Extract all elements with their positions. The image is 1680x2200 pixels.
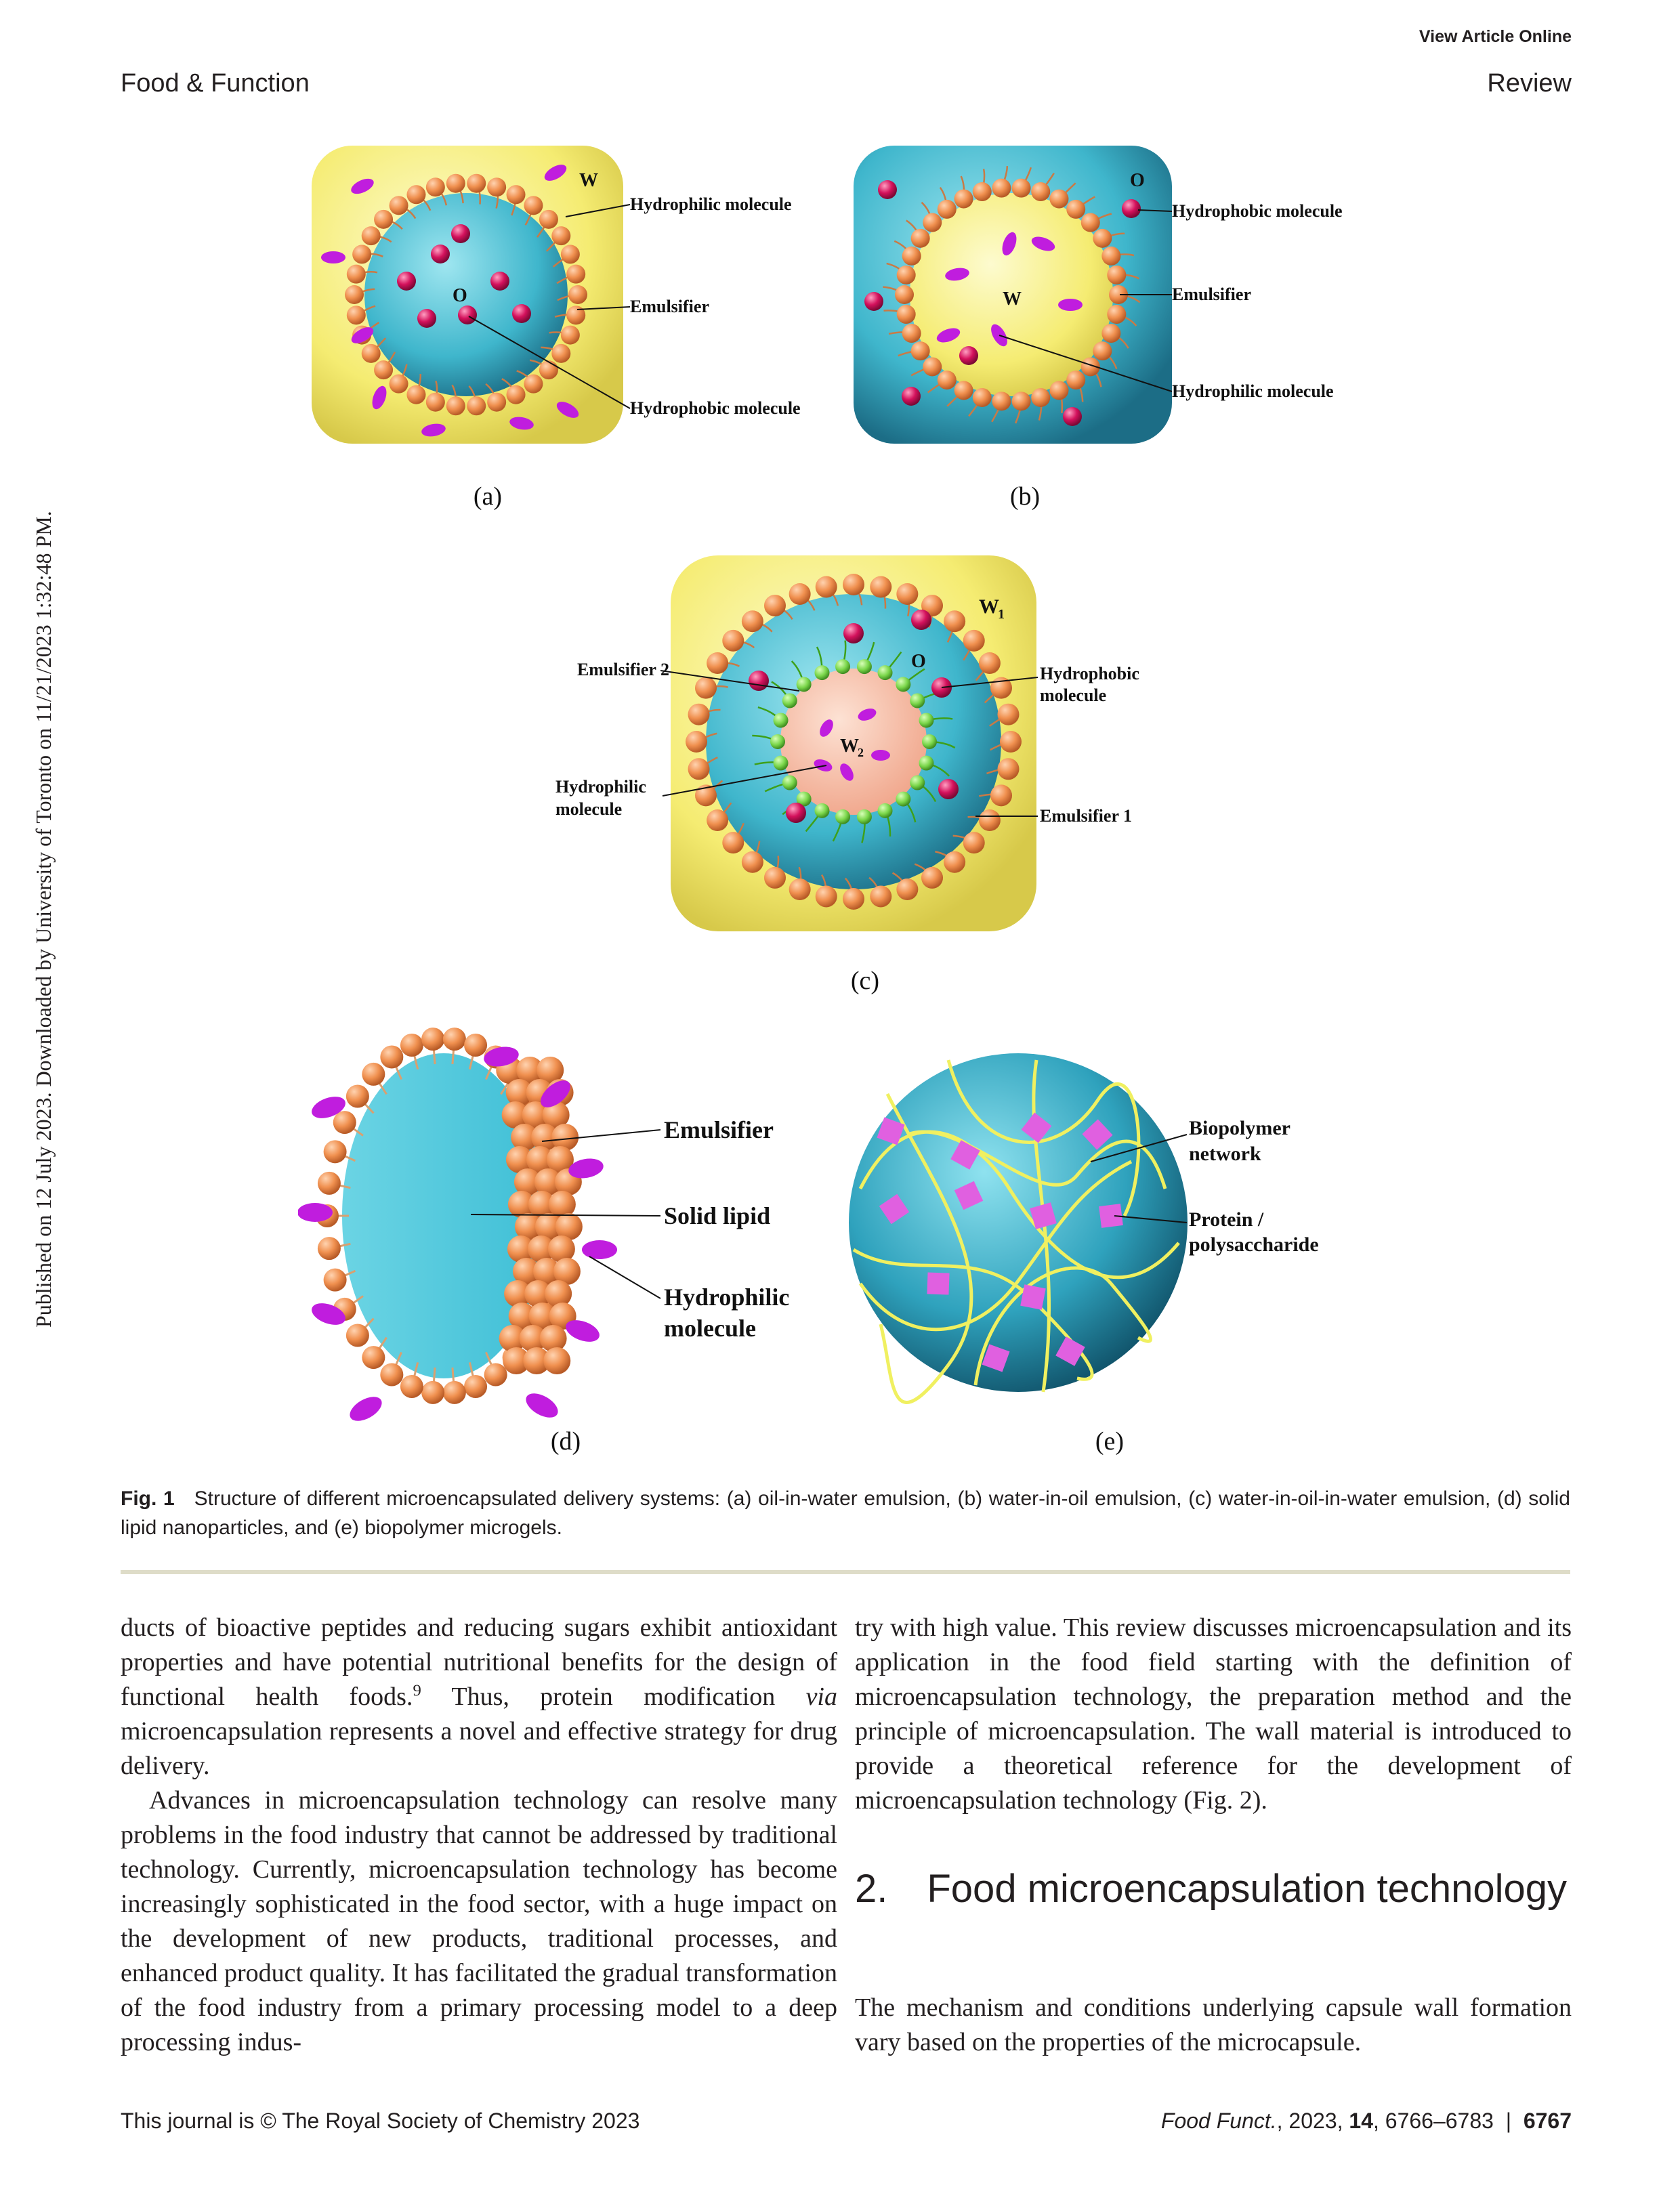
emulsifier-head [911, 341, 930, 360]
emulsifier-1-head [944, 610, 965, 632]
emulsifier-2-head [835, 809, 850, 824]
emulsifier-head [938, 371, 957, 389]
emulsifier-head [524, 196, 543, 215]
footer-separator: | [1505, 2109, 1512, 2133]
emulsifier-2-head [910, 693, 925, 708]
emulsifier-head [992, 392, 1011, 410]
emulsifier-2-head [910, 776, 925, 790]
emulsifier-head [902, 247, 921, 266]
emulsifier-1-head [870, 885, 891, 907]
hydrophilic-molecule [871, 750, 890, 761]
hydrophobic-molecule [749, 671, 769, 691]
emulsifier-head [923, 213, 942, 232]
label-emulsifier: Emulsifier [1172, 284, 1251, 304]
emulsifier-head [1101, 247, 1120, 266]
label-emulsifier-1: Emulsifier 1 [1040, 806, 1133, 826]
emulsifier-1-head [896, 583, 918, 605]
emulsifier-head [566, 305, 585, 324]
emulsifier-head [1101, 324, 1120, 343]
panel-c-water-in-oil-in-water [555, 555, 1139, 995]
label-protein-line2: polysaccharide [1189, 1233, 1319, 1256]
emulsifier-head [923, 357, 942, 376]
protein-particle [927, 1272, 949, 1294]
phase-label-w: W [1003, 289, 1022, 310]
hydrophobic-molecule [938, 779, 959, 799]
emulsifier-head [406, 385, 425, 404]
figure-1-diagram [298, 132, 1389, 1473]
emulsifier-1-head [722, 832, 744, 853]
emulsifier-head [345, 285, 364, 304]
emulsifier-head [421, 1381, 444, 1404]
label-hydrophilic-line2: molecule [555, 799, 623, 819]
footer-citation [1161, 2109, 1572, 2134]
section-2-paragraph [855, 1991, 1572, 2060]
emulsifier-head [992, 179, 1011, 198]
emulsifier-head [324, 1140, 347, 1163]
emulsifier-head [352, 245, 371, 263]
label-solid-lipid: Solid lipid [664, 1202, 771, 1229]
emulsifier-1-head [742, 610, 763, 632]
label-hydrophobic-line1: Hydrophobic [1040, 664, 1139, 683]
emulsifier-1-head [816, 885, 837, 907]
label-hydrophilic-line1: Hydrophilic [664, 1284, 790, 1311]
emulsifier-2-head [835, 659, 850, 674]
emulsifier-1-head [870, 576, 891, 598]
emulsifier-head [446, 174, 465, 193]
emulsifier-head [362, 1346, 385, 1369]
emulsifier-head [362, 1063, 385, 1086]
footer-pages: , 6766–6783 [1372, 2109, 1494, 2133]
emulsifier-head [318, 1237, 341, 1260]
emulsifier-head [346, 1084, 369, 1107]
emulsifier-head [426, 393, 445, 412]
emulsifier-head [374, 360, 393, 379]
emulsifier-head [551, 1124, 579, 1151]
emulsifier-head [539, 210, 558, 229]
emulsifier-head [380, 1363, 403, 1387]
label-hydrophobic-line2: molecule [1040, 685, 1107, 705]
hydrophobic-molecule [512, 304, 531, 323]
emulsifier-2-head [896, 792, 910, 807]
emulsifier-head [464, 1034, 487, 1057]
emulsifier-head [897, 266, 916, 284]
panel-label-d: (d) [550, 1427, 581, 1456]
label-emulsifier: Emulsifier [630, 297, 709, 316]
emulsifier-2-head [782, 693, 797, 708]
hydrophobic-molecule [864, 292, 883, 311]
paragraph-1 [121, 1611, 837, 1783]
emulsifier-head [484, 1363, 507, 1387]
hydrophilic-molecule [522, 1389, 562, 1422]
label-hydrophobic-molecule: Hydrophobic molecule [1172, 201, 1343, 221]
emulsifier-head [487, 393, 506, 412]
phase-label-w: W [579, 170, 598, 191]
figure-caption-text: Structure of different microencapsulated delivery systems: (a) oil-in-water emulsion, (b) water-in-oil emulsion, (c) water-in-oil-in-water emulsion, (d) solid lipid nanoparticles, and (e) biopolymer microgels. [121, 1487, 1570, 1539]
emulsifier-1-head [843, 888, 864, 910]
footer-year: , 2023, [1276, 2109, 1349, 2133]
emulsifier-2-head [878, 803, 893, 818]
panel-label-b: (b) [1009, 482, 1041, 511]
paragraph-3: try with high value. This review discusses microencapsulation and its application in the food field starting with the definition of microencapsulation technology, the preparation method and the principle of microencapsulation. The wall material is introduced to provide a theoretical reference for the development of microencapsulation technology (Fig. 2). [855, 1613, 1572, 1815]
emulsifier-1-head [990, 784, 1012, 806]
emulsifier-head [346, 1324, 369, 1347]
emulsifier-head [362, 344, 381, 363]
hydrophilic-molecule [321, 251, 345, 263]
emulsifier-head [954, 190, 973, 209]
emulsifier-head [333, 1111, 356, 1134]
label-biopolymer-line1: Biopolymer [1189, 1117, 1290, 1139]
emulsifier-head [400, 1034, 423, 1057]
hydrophobic-molecule [786, 803, 806, 823]
body-column-right [855, 1611, 1572, 1818]
emulsifier-head [561, 326, 580, 345]
emulsifier-head [1049, 190, 1068, 209]
running-header-journal: Food & Function [121, 69, 310, 98]
phase-label-o: O [911, 651, 926, 672]
paragraph-1-italic-via: via [805, 1683, 837, 1711]
footer-journal-abbr: Food Funct. [1160, 2109, 1277, 2133]
figure-caption [121, 1484, 1570, 1542]
emulsifier-head [443, 1381, 466, 1404]
emulsifier-head [446, 396, 465, 415]
phase-label-w1: W [979, 595, 999, 618]
phase-label-w2: W [840, 736, 859, 757]
emulsifier-2-head [919, 756, 933, 771]
caption-divider [121, 1570, 1570, 1574]
figure-caption-label: Fig. 1 [121, 1487, 175, 1510]
emulsifier-1-head [789, 583, 811, 605]
emulsifier-head [1049, 381, 1068, 400]
emulsifier-head [318, 1172, 341, 1195]
emulsifier-head [551, 226, 570, 245]
label-hydrophilic-line2: molecule [664, 1315, 756, 1342]
publication-side-note: Published on 12 July 2023. Downloaded by University of Toronto on 11/21/2023 1:32:48 PM. [31, 511, 56, 1328]
emulsifier-head [1066, 371, 1085, 389]
emulsifier-2-head [896, 677, 910, 692]
emulsifier-2-head [814, 665, 829, 680]
emulsifier-head [954, 381, 973, 400]
panel-label-c: (c) [850, 967, 880, 995]
emulsifier-1-head [688, 758, 710, 780]
emulsifier-1-head [686, 731, 707, 753]
protein-particle [1020, 1284, 1046, 1310]
emulsifier-head [507, 185, 526, 204]
footer-page-number: 6767 [1523, 2109, 1572, 2133]
hydrophobic-molecule [902, 387, 921, 406]
emulsifier-2-head [814, 803, 829, 818]
emulsifier-head [347, 265, 366, 284]
emulsifier-head [1081, 213, 1100, 232]
emulsifier-head [545, 1280, 572, 1307]
emulsifier-head [467, 174, 486, 193]
hydrophobic-molecule [490, 272, 509, 291]
emulsifier-head [911, 229, 930, 248]
emulsifier-head [524, 375, 543, 394]
label-hydrophobic-molecule: Hydrophobic molecule [630, 398, 801, 418]
body-column-left [121, 1611, 837, 2060]
emulsifier-1-head [707, 652, 728, 674]
emulsifier-head [467, 396, 486, 415]
emulsifier-1-head [722, 630, 744, 652]
emulsifier-2-head [774, 713, 789, 727]
phase-label-w2-sub: 2 [858, 746, 864, 759]
paragraph-4: The mechanism and conditions underlying capsule wall formation vary based on the properties of the microcapsule. [855, 1993, 1572, 2056]
hydrophobic-molecule [959, 346, 978, 365]
emulsifier-head [362, 226, 381, 245]
emulsifier-head [1031, 388, 1050, 407]
emulsifier-1-head [896, 879, 918, 900]
panel-d-solid-lipid-nanoparticle [298, 1028, 789, 1456]
hydrophobic-molecule [1063, 407, 1082, 426]
emulsifier-head [400, 1375, 423, 1398]
emulsifier-head [406, 185, 425, 204]
label-emulsifier: Emulsifier [664, 1116, 774, 1143]
emulsifier-1-head [1000, 731, 1022, 753]
hydrophobic-molecule [1122, 199, 1141, 218]
emulsifier-head [1066, 200, 1085, 219]
label-hydrophilic-line1: Hydrophilic [555, 777, 646, 797]
emulsifier-head [421, 1028, 444, 1051]
emulsifier-head [426, 177, 445, 196]
emulsifier-head [1107, 266, 1126, 284]
emulsifier-1-head [963, 630, 985, 652]
paragraph-1-text-a: ducts of bioactive peptides and reducing sugars exhibit antioxidant properties and have potential nutritional benefits for the design of functional health foods. [121, 1613, 837, 1711]
emulsifier-head [347, 305, 366, 324]
panel-a-oil-in-water [312, 146, 801, 511]
emulsifier-head [539, 360, 558, 379]
emulsifier-1-head [764, 867, 786, 889]
hydrophilic-molecule [298, 1203, 333, 1222]
emulsifier-head [324, 1269, 347, 1292]
emulsifier-2-head [797, 677, 812, 692]
emulsifier-1-head [997, 758, 1019, 780]
view-article-online-link[interactable]: View Article Online [1419, 27, 1572, 46]
emulsifier-2-head [857, 659, 872, 674]
emulsifier-1-head [843, 574, 864, 595]
emulsifier-head [464, 1375, 487, 1398]
emulsifier-head [374, 210, 393, 229]
hydrophobic-molecule [431, 245, 450, 263]
reference-9-link[interactable]: 9 [413, 1681, 421, 1700]
section-2-heading: 2. Food microencapsulation technology [855, 1867, 1568, 1911]
emulsifier-head [1012, 392, 1031, 410]
emulsifier-2-head [857, 809, 872, 824]
emulsifier-1-head [707, 809, 728, 831]
hydrophobic-molecule [417, 309, 436, 328]
emulsifier-2-head [922, 734, 937, 749]
emulsifier-head [1107, 305, 1126, 324]
paragraph-1-text-b: Thus, protein modification [421, 1683, 806, 1711]
emulsifier-head [380, 1045, 403, 1068]
emulsifier-1-head [789, 879, 811, 900]
emulsifier-head [973, 182, 992, 201]
paragraph-2: Advances in microencapsulation technology can resolve many problems in the food industry that cannot be addressed by traditional technology. Currently, microencapsulation technology has become increasingly sophisticated in the food sector, with a huge impact on the development of new products, traditional processes, and enhanced product quality. It has facilitated the gradual transformation of the food industry from a primary processing model to a deep processing indus- [121, 1786, 837, 2056]
panel-b-water-in-oil [854, 146, 1343, 511]
emulsifier-head [566, 265, 585, 284]
emulsifier-head [1031, 182, 1050, 201]
emulsifier-head [507, 385, 526, 404]
hydrophobic-molecule [451, 224, 470, 243]
emulsifier-head [487, 177, 506, 196]
leader-hydrophilic [589, 1256, 660, 1298]
emulsifier-head [543, 1347, 570, 1374]
emulsifier-head [390, 196, 408, 215]
hydrophobic-molecule [911, 610, 931, 630]
microgel-sphere [849, 1053, 1188, 1392]
running-header-section: Review [1487, 69, 1572, 98]
label-protein-line1: Protein / [1189, 1208, 1264, 1231]
emulsifier-1-head [979, 809, 1001, 831]
emulsifier-head [390, 375, 408, 394]
emulsifier-2-head [774, 756, 789, 771]
emulsifier-1-head [742, 851, 763, 873]
emulsifier-1-head [816, 576, 837, 598]
emulsifier-2-head [782, 776, 797, 790]
hydrophobic-molecule [458, 305, 477, 324]
panel-label-a: (a) [473, 482, 503, 511]
emulsifier-1-head [764, 595, 786, 616]
phase-label-o: O [1130, 170, 1145, 191]
emulsifier-head [1093, 341, 1112, 360]
panel-label-e: (e) [1095, 1427, 1125, 1456]
emulsifier-head [938, 200, 957, 219]
footer-volume: 14 [1349, 2109, 1373, 2133]
label-emulsifier-2: Emulsifier 2 [576, 660, 669, 679]
emulsifier-head [902, 324, 921, 343]
hydrophobic-molecule [843, 623, 864, 643]
hydrophobic-molecule [397, 272, 416, 291]
hydrophilic-molecule [345, 1392, 385, 1426]
hydrophilic-molecule [582, 1240, 617, 1259]
emulsifier-head [561, 245, 580, 263]
hydrophobic-molecule [878, 180, 897, 199]
emulsifier-head [1012, 179, 1031, 198]
emulsifier-2-head [770, 734, 785, 749]
footer-copyright: This journal is © The Royal Society of Chemistry 2023 [121, 2109, 640, 2133]
emulsifier-2-head [919, 713, 933, 727]
emulsifier-1-head [688, 704, 710, 725]
emulsifier-head [568, 285, 587, 304]
hydrophilic-molecule [1058, 299, 1083, 311]
label-hydrophilic-molecule: Hydrophilic molecule [630, 194, 792, 214]
emulsifier-1-head [921, 867, 943, 889]
emulsifier-head [1093, 229, 1112, 248]
emulsifier-1-head [944, 851, 965, 873]
phase-label-w1-sub: 1 [998, 607, 1005, 622]
emulsifier-head [895, 285, 914, 304]
emulsifier-head [443, 1028, 466, 1051]
panel-e-biopolymer-microgel [849, 1053, 1319, 1456]
emulsifier-2-head [878, 665, 893, 680]
emulsifier-1-head [695, 677, 717, 699]
emulsifier-head [973, 388, 992, 407]
emulsifier-1-head [979, 652, 1001, 674]
phase-label-o: O [453, 285, 467, 306]
emulsifier-head [551, 344, 570, 363]
emulsifier-1-head [997, 704, 1019, 725]
emulsifier-head [897, 305, 916, 324]
emulsifier-1-head [963, 832, 985, 853]
paragraph-1-text-c: microencapsulation represents a novel and effective strategy for drug delivery. [121, 1717, 837, 1780]
label-biopolymer-line2: network [1189, 1143, 1261, 1165]
label-hydrophilic-molecule: Hydrophilic molecule [1172, 381, 1334, 401]
